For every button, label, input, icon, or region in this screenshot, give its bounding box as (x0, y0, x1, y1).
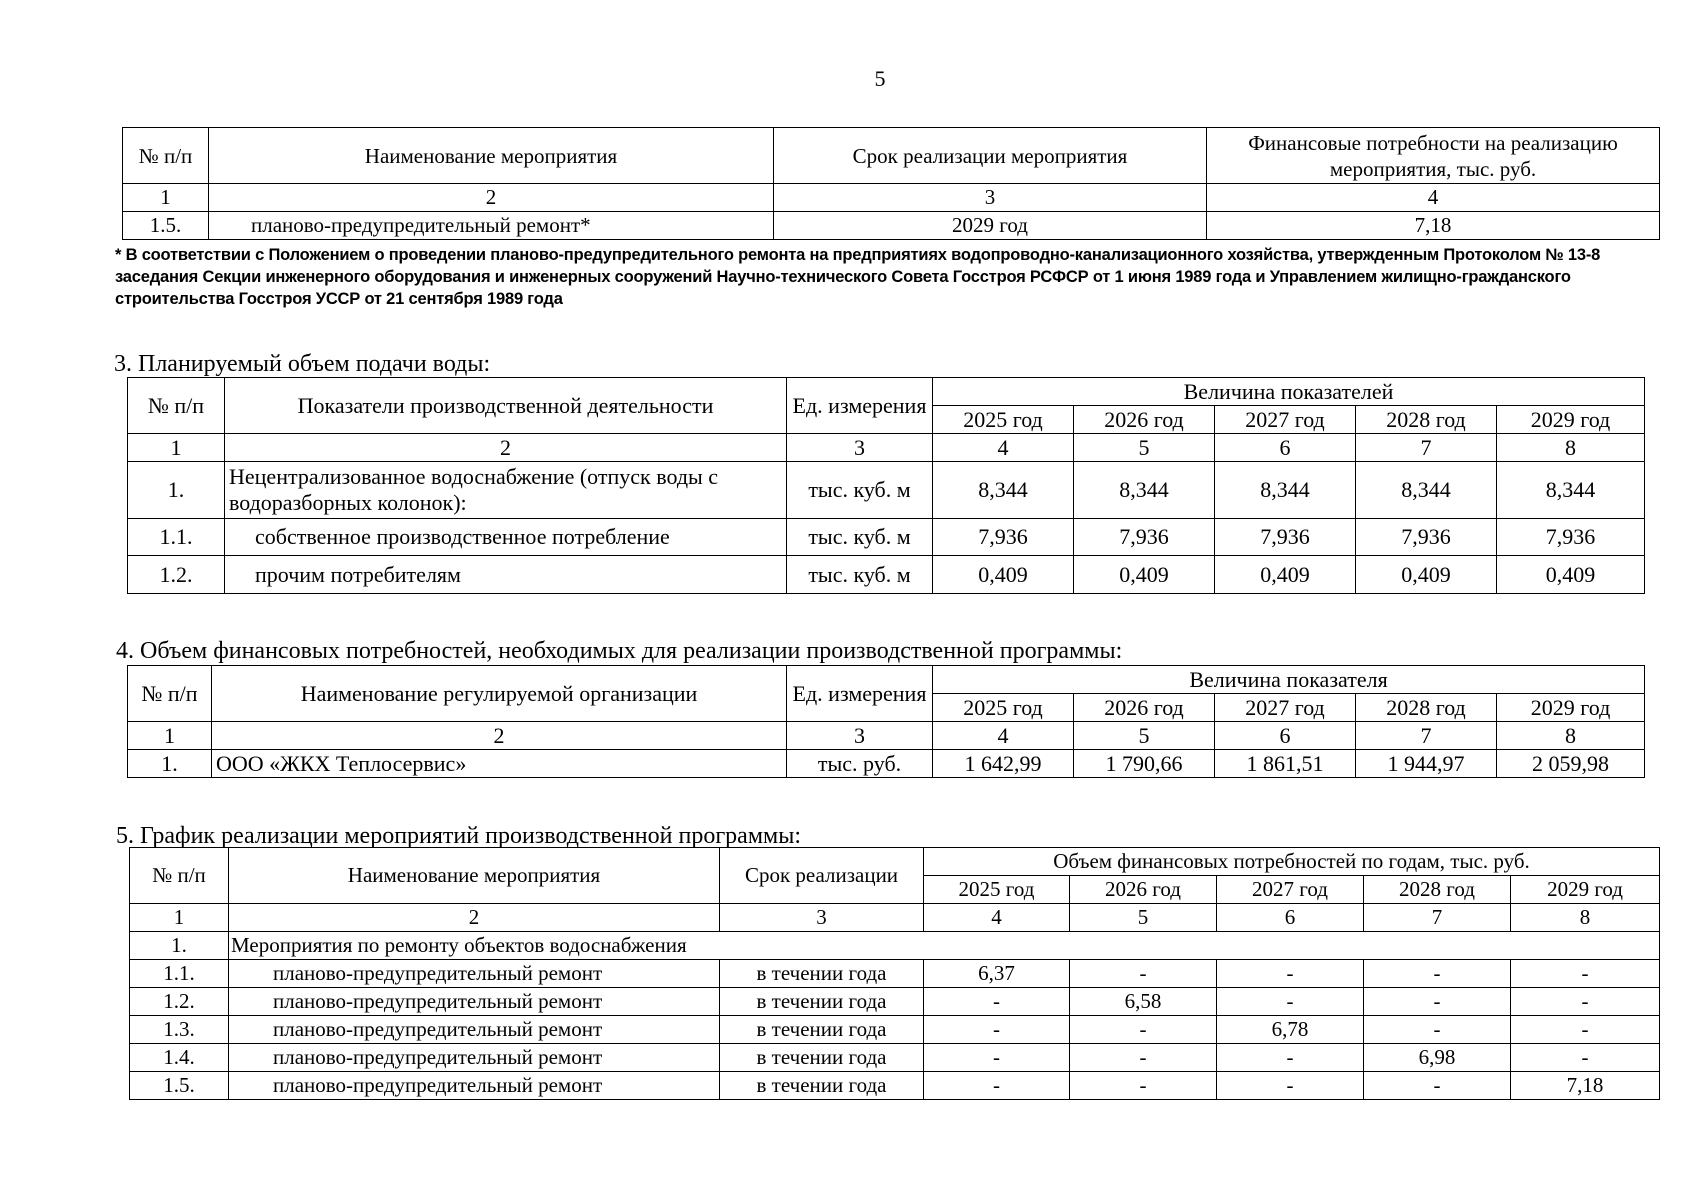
header-year: 2027 год (1217, 876, 1364, 904)
header-term: Срок реализации мероприятия (774, 128, 1207, 184)
row-name: планово-предупредительный ремонт (229, 1072, 720, 1100)
col-number: 7 (1364, 904, 1511, 932)
row-value: 6,78 (1217, 1016, 1364, 1044)
row-value: - (1511, 960, 1660, 988)
table-row (128, 750, 1645, 778)
row-value: - (1070, 1016, 1217, 1044)
row-num: 1.5. (130, 1072, 229, 1100)
row-value: 6,37 (924, 960, 1070, 988)
row-value: - (1511, 1016, 1660, 1044)
header-year: 2026 год (1074, 406, 1215, 434)
table-row (130, 988, 1660, 1016)
row-value: 1 642,99 (933, 750, 1074, 778)
row-name: планово-предупредительный ремонт* (209, 212, 774, 240)
col-number: 8 (1511, 904, 1660, 932)
header-year: 2026 год (1074, 694, 1215, 722)
row-value: 1 790,66 (1074, 750, 1215, 778)
col-number: 2 (229, 904, 720, 932)
col-number: 3 (787, 434, 933, 462)
row-value: - (1364, 960, 1511, 988)
header-year: 2029 год (1497, 694, 1645, 722)
row-term: в течении года (720, 1044, 924, 1072)
row-value: 1 861,51 (1215, 750, 1356, 778)
col-number: 7 (1356, 434, 1497, 462)
table-row (123, 212, 1660, 240)
table-row (128, 462, 1645, 519)
row-value: 7,936 (1356, 519, 1497, 556)
col-number: 8 (1497, 434, 1645, 462)
row-value: 6,98 (1364, 1044, 1511, 1072)
row-value: - (924, 988, 1070, 1016)
header-name: Наименование мероприятия (209, 128, 774, 184)
row-value: 8,344 (1356, 462, 1497, 519)
row-name: планово-предупредительный ремонт (229, 1044, 720, 1072)
section-3-title: 3. Планируемый объем подачи воды: (114, 351, 491, 377)
row-value: - (1217, 988, 1364, 1016)
row-value: - (1364, 1016, 1511, 1044)
table-row (130, 1044, 1660, 1072)
row-unit: тыс. руб. (787, 750, 933, 778)
row-num: 1.2. (128, 556, 225, 594)
col-number: 7 (1356, 722, 1497, 750)
row-num: 1.5. (123, 212, 209, 240)
col-number: 5 (1074, 722, 1215, 750)
section-5-title: 5. График реализации мероприятий производственной программы: (116, 823, 801, 849)
header-org: Наименование регулируемой организации (212, 666, 787, 722)
row-num: 1. (130, 932, 229, 960)
row-term: в течении года (720, 988, 924, 1016)
header-year: 2028 год (1364, 876, 1511, 904)
header-year: 2025 год (933, 694, 1074, 722)
row-value: 0,409 (1074, 556, 1215, 594)
row-term: в течении года (720, 1072, 924, 1100)
row-value: 7,936 (1074, 519, 1215, 556)
header-values: Величина показателей (933, 378, 1645, 406)
section-4-title: 4. Объем финансовых потребностей, необходимых для реализации производственной программы: (116, 638, 1123, 664)
col-number: 3 (720, 904, 924, 932)
row-num: 1. (128, 462, 225, 519)
header-finance: Финансовые потребности на реализацию мероприятия, тыс. руб. (1207, 128, 1660, 184)
row-value: 0,409 (933, 556, 1074, 594)
activity-continuation-table (122, 127, 1660, 240)
row-value: 7,936 (1215, 519, 1356, 556)
row-num: 1.3. (130, 1016, 229, 1044)
row-term: 2029 год (774, 212, 1207, 240)
row-value: - (1070, 1072, 1217, 1100)
footnote: * В соответствии с Положением о проведении планово-предупредительного ремонта на предприятиях водопроводно-канализационного хозяйства, утвержденным Протоколом № 13-8 заседания Секции инженерного оборудования и инженерных сооружений Научно-технического Совета Госстроя РСФСР от 1 июня 1989 года и Управлением жилищно-гражданского строительства Госстроя УССР от 21 сентября 1989 года (115, 246, 1601, 308)
row-num: 1.1. (130, 960, 229, 988)
header-term: Срок реализации (720, 848, 924, 904)
header-unit: Ед. измерения (787, 666, 933, 722)
header-year: 2029 год (1497, 406, 1645, 434)
col-number: 8 (1497, 722, 1645, 750)
col-number: 6 (1217, 904, 1364, 932)
header-unit: Ед. измерения (787, 378, 933, 434)
row-value: - (1070, 1044, 1217, 1072)
header-year: 2027 год (1215, 694, 1356, 722)
col-number: 5 (1074, 434, 1215, 462)
row-value: 6,58 (1070, 988, 1217, 1016)
row-value: 0,409 (1215, 556, 1356, 594)
col-number: 3 (787, 722, 933, 750)
row-value: - (1364, 988, 1511, 1016)
row-name: планово-предупредительный ремонт (229, 988, 720, 1016)
row-term: в течении года (720, 1016, 924, 1044)
row-name: Нецентрализованное водоснабжение (отпуск воды с водоразборных колонок): (225, 462, 787, 519)
row-value: - (1511, 1044, 1660, 1072)
row-value: 2 059,98 (1497, 750, 1645, 778)
row-value: - (1217, 1072, 1364, 1100)
row-term: в течении года (720, 960, 924, 988)
row-value: 8,344 (1215, 462, 1356, 519)
row-value: - (1217, 1044, 1364, 1072)
col-number: 4 (933, 434, 1074, 462)
row-value: 8,344 (1074, 462, 1215, 519)
col-number: 2 (209, 184, 774, 212)
col-number: 1 (123, 184, 209, 212)
header-num: № п/п (130, 848, 229, 904)
header-year: 2027 год (1215, 406, 1356, 434)
row-value: 7,936 (933, 519, 1074, 556)
financial-needs-table (127, 665, 1645, 778)
row-num: 1. (128, 750, 212, 778)
header-values: Объем финансовых потребностей по годам, тыс. руб. (924, 848, 1660, 876)
col-number: 6 (1215, 434, 1356, 462)
col-number: 2 (212, 722, 787, 750)
row-value: 0,409 (1356, 556, 1497, 594)
col-number: 5 (1070, 904, 1217, 932)
row-unit: тыс. куб. м (787, 462, 933, 519)
row-name: планово-предупредительный ремонт (229, 960, 720, 988)
header-year: 2025 год (933, 406, 1074, 434)
header-year: 2026 год (1070, 876, 1217, 904)
header-name: Наименование мероприятия (229, 848, 720, 904)
row-name: ООО «ЖКХ Теплосервис» (212, 750, 787, 778)
row-num: 1.4. (130, 1044, 229, 1072)
row-value: - (924, 1072, 1070, 1100)
col-number: 1 (130, 904, 229, 932)
header-year: 2025 год (924, 876, 1070, 904)
header-year: 2028 год (1356, 406, 1497, 434)
row-value: 0,409 (1497, 556, 1645, 594)
row-num: 1.2. (130, 988, 229, 1016)
row-value: - (1511, 988, 1660, 1016)
row-num: 1.1. (128, 519, 225, 556)
row-value: - (1070, 960, 1217, 988)
col-number: 4 (924, 904, 1070, 932)
header-num: № п/п (128, 378, 225, 434)
table-row (130, 932, 1660, 960)
row-amount: 7,18 (1207, 212, 1660, 240)
col-number: 3 (774, 184, 1207, 212)
header-num: № п/п (128, 666, 212, 722)
schedule-table (129, 847, 1660, 1100)
water-supply-table (127, 377, 1645, 594)
row-unit: тыс. куб. м (787, 556, 933, 594)
row-name: планово-предупредительный ремонт (229, 1016, 720, 1044)
row-value: - (1364, 1072, 1511, 1100)
row-value: 7,18 (1511, 1072, 1660, 1100)
row-value: 1 944,97 (1356, 750, 1497, 778)
group-name: Мероприятия по ремонту объектов водоснабжения (229, 932, 1660, 960)
header-year: 2028 год (1356, 694, 1497, 722)
col-number: 4 (1207, 184, 1660, 212)
page-number: 5 (874, 66, 886, 91)
col-number: 1 (128, 434, 225, 462)
row-value: - (924, 1044, 1070, 1072)
table-row (130, 1016, 1660, 1044)
row-value: 8,344 (1497, 462, 1645, 519)
table-row (128, 556, 1645, 594)
col-number: 2 (225, 434, 787, 462)
header-indicator: Показатели производственной деятельности (225, 378, 787, 434)
row-unit: тыс. куб. м (787, 519, 933, 556)
table-row (130, 960, 1660, 988)
header-values: Величина показателя (933, 666, 1645, 694)
row-value: 7,936 (1497, 519, 1645, 556)
row-value: 8,344 (933, 462, 1074, 519)
header-year: 2029 год (1511, 876, 1660, 904)
table-row (128, 519, 1645, 556)
col-number: 4 (933, 722, 1074, 750)
row-name: прочим потребителям (225, 556, 787, 594)
row-value: - (1217, 960, 1364, 988)
col-number: 1 (128, 722, 212, 750)
table-row (130, 1072, 1660, 1100)
col-number: 6 (1215, 722, 1356, 750)
row-value: - (924, 1016, 1070, 1044)
row-name: собственное производственное потребление (225, 519, 787, 556)
header-num: № п/п (123, 128, 209, 184)
